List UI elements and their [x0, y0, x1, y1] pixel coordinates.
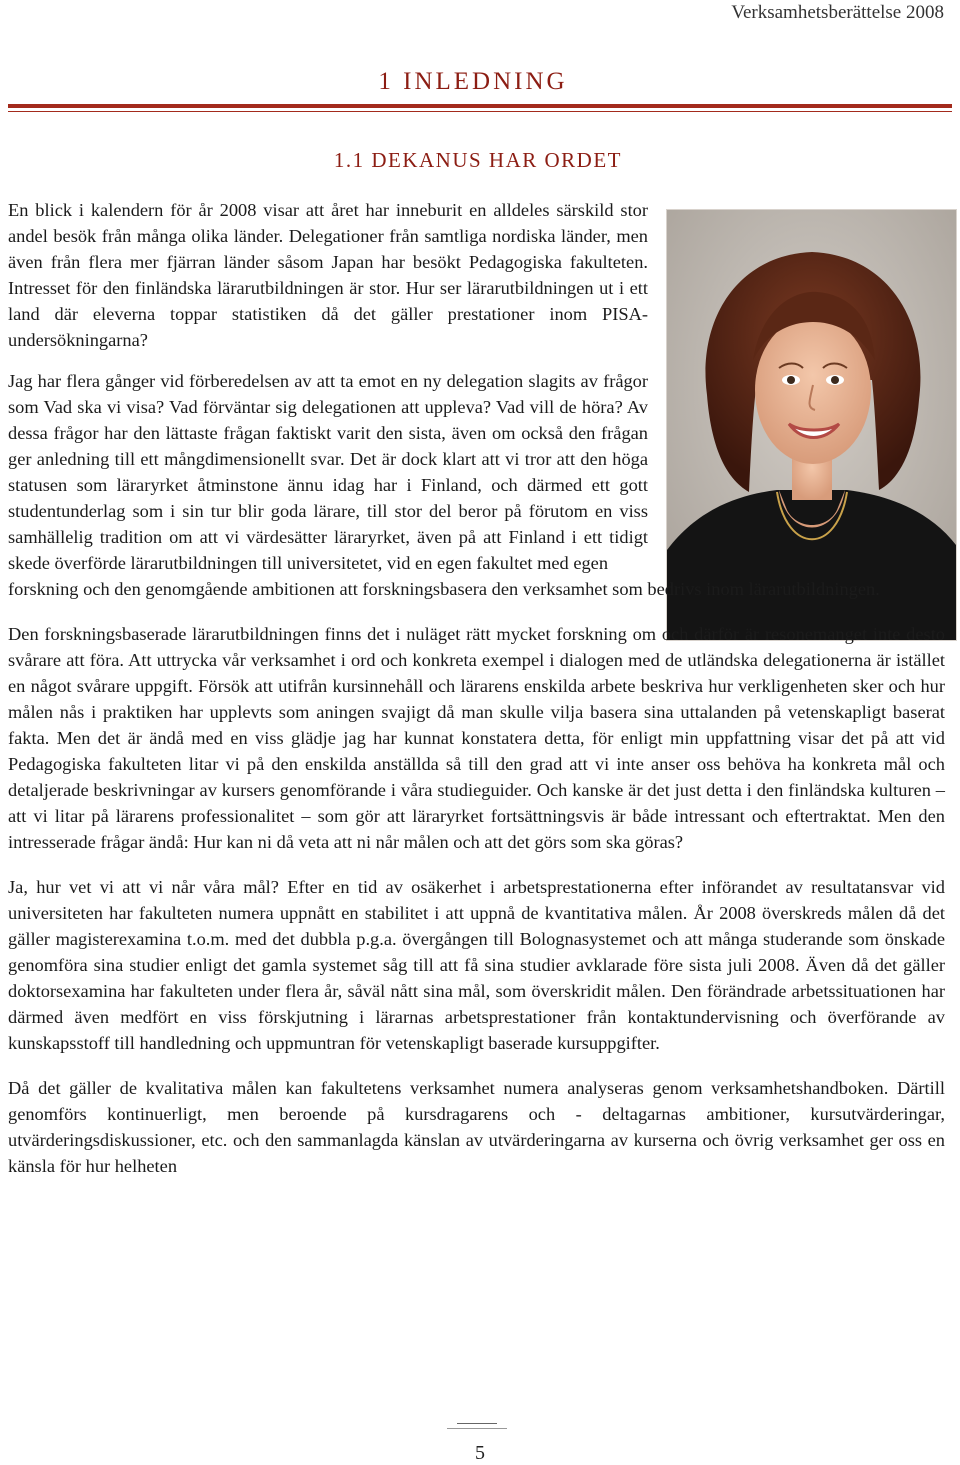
footer-rule: [447, 1428, 507, 1429]
footer-rule: [457, 1423, 497, 1424]
section-title: 1.1 DEKANUS HAR ORDET: [333, 148, 622, 172]
body-text: [8, 197, 945, 1198]
paragraph-4: Ja, hur vet vi att vi når våra mål? Efter en tid av osäkerhet i arbetsprestationerna efter införandet av resultatansvar vid universiteten har fakulteten numera uppnått en stabilitet i att uppnå de kvantitativa målen. År 2008 överskreds målen då det gäller magisterexamina t.o.m. med det dubbla p.g.a. övergången till Bolognasystemet och att många studerande som önskade genomföra sina studier enligt det gamla systemet såg till att få sina studier avklarade före sista juli 2008. Även då det gäller doktorsexamina har fakulteten under flera år, såväl nått sina mål, som överskridit målen. Den förändrade arbetssituationen har därmed även medfört en viss förskjutning i lärarnas arbetsprestationer från kontaktundervisning och överförande av kunskapsstoff till handledning och uppmuntran för vetenskapligt baserade kursuppgifter.: [8, 877, 945, 1053]
paragraph-2: [8, 368, 945, 602]
page-number: 5: [475, 1442, 485, 1464]
paragraph-2-full-part: forskning och den genomgående ambitionen att forskningsbasera den verksamhet som bedrivs inom lärarutbildningen.: [8, 579, 880, 599]
paragraph-2-narrow-part: Jag har flera gånger vid förberedelsen av att ta emot en ny delegation slagits av frågor som Vad ska vi visa? Vad förväntar sig delegationen att uppleva? Vad vill de höra? Av dessa frågor har den lättaste frågan faktiskt varit den sista, även om också den frågan ger anledning till ett mångdimensionellt svar. Det är dock klart att vi tror att den höga statusen som läraryrket åtminstone ännu idag har i Finland, och därmed ett gott studentunderlag som i sin tur blir goda lärare, till stor del beror på förutom en viss samhällelig tradition om att vi värdesätter läraryrket, även på att Finland i ett tidigt skede överförde lärarutbildningen till universitetet, vid en egen fakultet med egen: [8, 371, 648, 573]
chapter-rule-thin: [8, 111, 952, 112]
paragraph-3: Den forskningsbaserade lärarutbildningen finns det i nuläget rätt mycket forskning om och därför är resonemanget inte desto svårare att föra. Att uttrycka vår verksamhet i ord och konkreta exempel i dialogen med de utländska delegationerna är istället en något svårare uppgift. Försök att utifrån kursinnehåll och lärarens enskilda arbete beskriva hur verkligenheten sker och hur målen nås i praktiken har upplevts som aningen svajigt då man skulle vilja basera sina uttalanden på vetenskapligt baserat fakta. Men det är ändå med en viss glädje jag har kunnat konstatera detta, för enligt min uppfattning visar det på att vid Pedagogiska fakulteten litar vi på den enskilda anställda så till den grad att vi inte anser oss behöva ha konkreta mål och detaljerade beskrivningar av kursers genomförande i våra studieguider. Och kanske är det just detta i den finländska kulturen – att vi litar på lärarens professionalitet – som gör att läraryrket fortsättningsvis är både intressant och eftertraktat. Men den intresserade frågar ändå: Hur kan ni då veta att ni når målen och att det görs som ska göras?: [8, 624, 945, 852]
paragraph-5: Då det gäller de kvalitativa målen kan fakultetens verksamhet numera analyseras genom verksamhetshandboken. Därtill genomförs kontinuerligt, men beroende på kursdragarens och - deltagarnas ambitioner, kursutvärderingar, utvärderingsdiskussioner, etc. och den sammanlagda känslan av utvärderingarna av kurserna och övrig verksamhet ger oss en känsla för hur helheten: [8, 1078, 945, 1176]
paragraph-1: En blick i kalendern för år 2008 visar att året har inneburit en alldeles särskild stor andel besök från många olika länder. Delegationer från samtliga nordiska länder, men även från flera mer fjärran länder såsom Japan har besökt Pedagogiska fakulteten. Intresset för den finländska lärarutbildningen är stor. Hur ser lärarutbildningen ut i ett land där eleverna toppar statistiken då det gäller prestationer inom PISA-undersökningarna?: [8, 200, 648, 350]
running-header: Verksamhetsberättelse 2008: [731, 2, 944, 23]
chapter-rule-thick: [8, 104, 952, 108]
chapter-title: 1 INLEDNING: [378, 68, 568, 95]
